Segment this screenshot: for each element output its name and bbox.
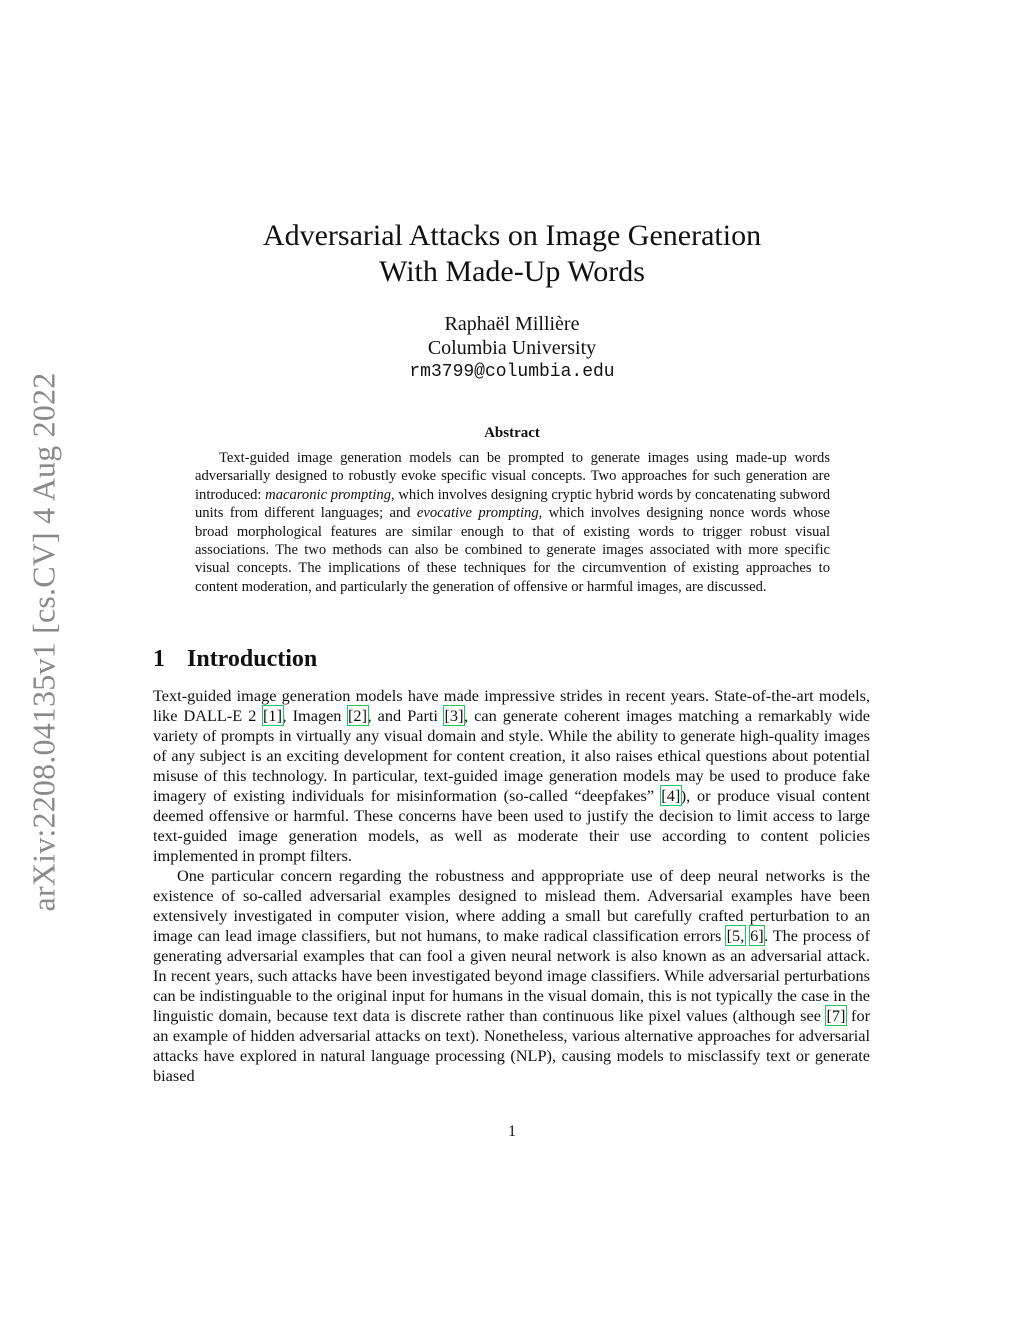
paragraph-text: ), or produce visual content deemed offensive or harmful. These concerns have been used to justify the decision to limit access to large text-guided image generation models, as well as moderate their use according to content policies implemented in prompt filters.: [153, 786, 870, 865]
citation-link[interactable]: [1]: [263, 706, 282, 725]
section-heading-introduction: [153, 644, 317, 674]
paragraph-text: , can generate coherent images matching a remarkably wide variety of prompts in virtually any visual domain and style. While the ability to generate high-quality images of any subject is an exciting development for content creation, it also raises ethical questions about potential misuse of this technology. In particular, text-guided image generation models may be used to produce fake imagery of existing individuals for misinformation (so-called “deepfakes”: [153, 706, 871, 805]
page-number: 1: [508, 1123, 516, 1140]
citation-link[interactable]: 6]: [750, 926, 764, 945]
arxiv-identifier-stamp: [22, 355, 66, 930]
paragraph-text: . The process of generating adversarial examples that can fool a given neural network is also known as an adversarial attack. In recent years, such attacks have been investigated beyond image classifiers. While adversarial perturbations can be indistinguable to the original input for humans in the visual domain, this is not typically the case in the linguistic domain, because text data is discrete rather than continuous like pixel values (although see: [153, 926, 870, 1025]
abstract-text-part: , which involves designing nonce words whose broad morphological features are similar enough to that of existing words to trigger robust visual associations. The two methods can also be combined to generate images associated with more specific visual concepts. The implications of these techniques for the circumvention of existing approaches to content moderation, and particularly the generation of offensive or harmful images, are discussed.: [195, 505, 830, 595]
author-name: Raphaël Millière: [444, 313, 580, 335]
paper-title: [150, 218, 874, 290]
paragraph: [153, 866, 870, 1086]
paragraph-text: Text-guided image generation models have made impressive strides in recent years. State-of-the-art models, like DALL-E 2: [153, 686, 870, 725]
paragraph-text: [745, 926, 750, 945]
section-title: Introduction: [187, 646, 318, 672]
abstract-term-macaronic: macaronic prompting: [265, 486, 392, 503]
title-line-1: Adversarial Attacks on Image Generation: [262, 219, 762, 252]
author-email: rm3799@columbia.edu: [409, 362, 615, 382]
section-number: 1: [153, 646, 165, 672]
paragraph-text: , and Parti: [367, 706, 445, 725]
arxiv-identifier-text: arXiv:2208.04135v1 [cs.CV] 4 Aug 2022: [25, 372, 62, 912]
abstract-text-part: , which involves designing cryptic hybrid words by concatenating subword units from different languages; and: [195, 486, 830, 522]
paragraph-text: for an example of hidden adversarial attacks on text). Nonetheless, various alternative approaches for adversarial attacks have explored in natural language processing (NLP), causing models to misclassify text or generate biased: [153, 1006, 871, 1085]
citation-link[interactable]: [2]: [348, 706, 367, 725]
abstract-text-part: Text-guided image generation models can be prompted to generate images using made-up words adversarially designed to robustly evoke specific visual concepts. Two approaches for such generation are introduced:: [195, 450, 830, 503]
citation-link[interactable]: [3]: [444, 706, 464, 725]
paragraph: [153, 686, 870, 866]
paragraph-text: , Imagen: [282, 706, 348, 725]
paragraph-text: One particular concern regarding the robustness and apppropriate use of deep neural networks is the existence of so-called adversarial examples designed to mislead them. Adversarial examples have been extensively investigated in computer vision, where adding a small but carefully crafted perturbation to an image can lead image classifiers, but not humans, to make radical classification errors: [153, 866, 870, 945]
citation-link[interactable]: [5,: [726, 926, 745, 945]
introduction-body: [153, 686, 870, 1086]
abstract-term-evocative: evocative prompting: [416, 505, 539, 522]
citation-link[interactable]: [4]: [661, 786, 681, 805]
author-block: [150, 312, 874, 384]
author-affiliation: Columbia University: [427, 337, 597, 359]
citation-link[interactable]: [7]: [826, 1006, 846, 1025]
title-line-2: With Made-Up Words: [379, 255, 645, 288]
abstract-heading: Abstract: [484, 425, 540, 441]
abstract-text: [195, 449, 830, 596]
